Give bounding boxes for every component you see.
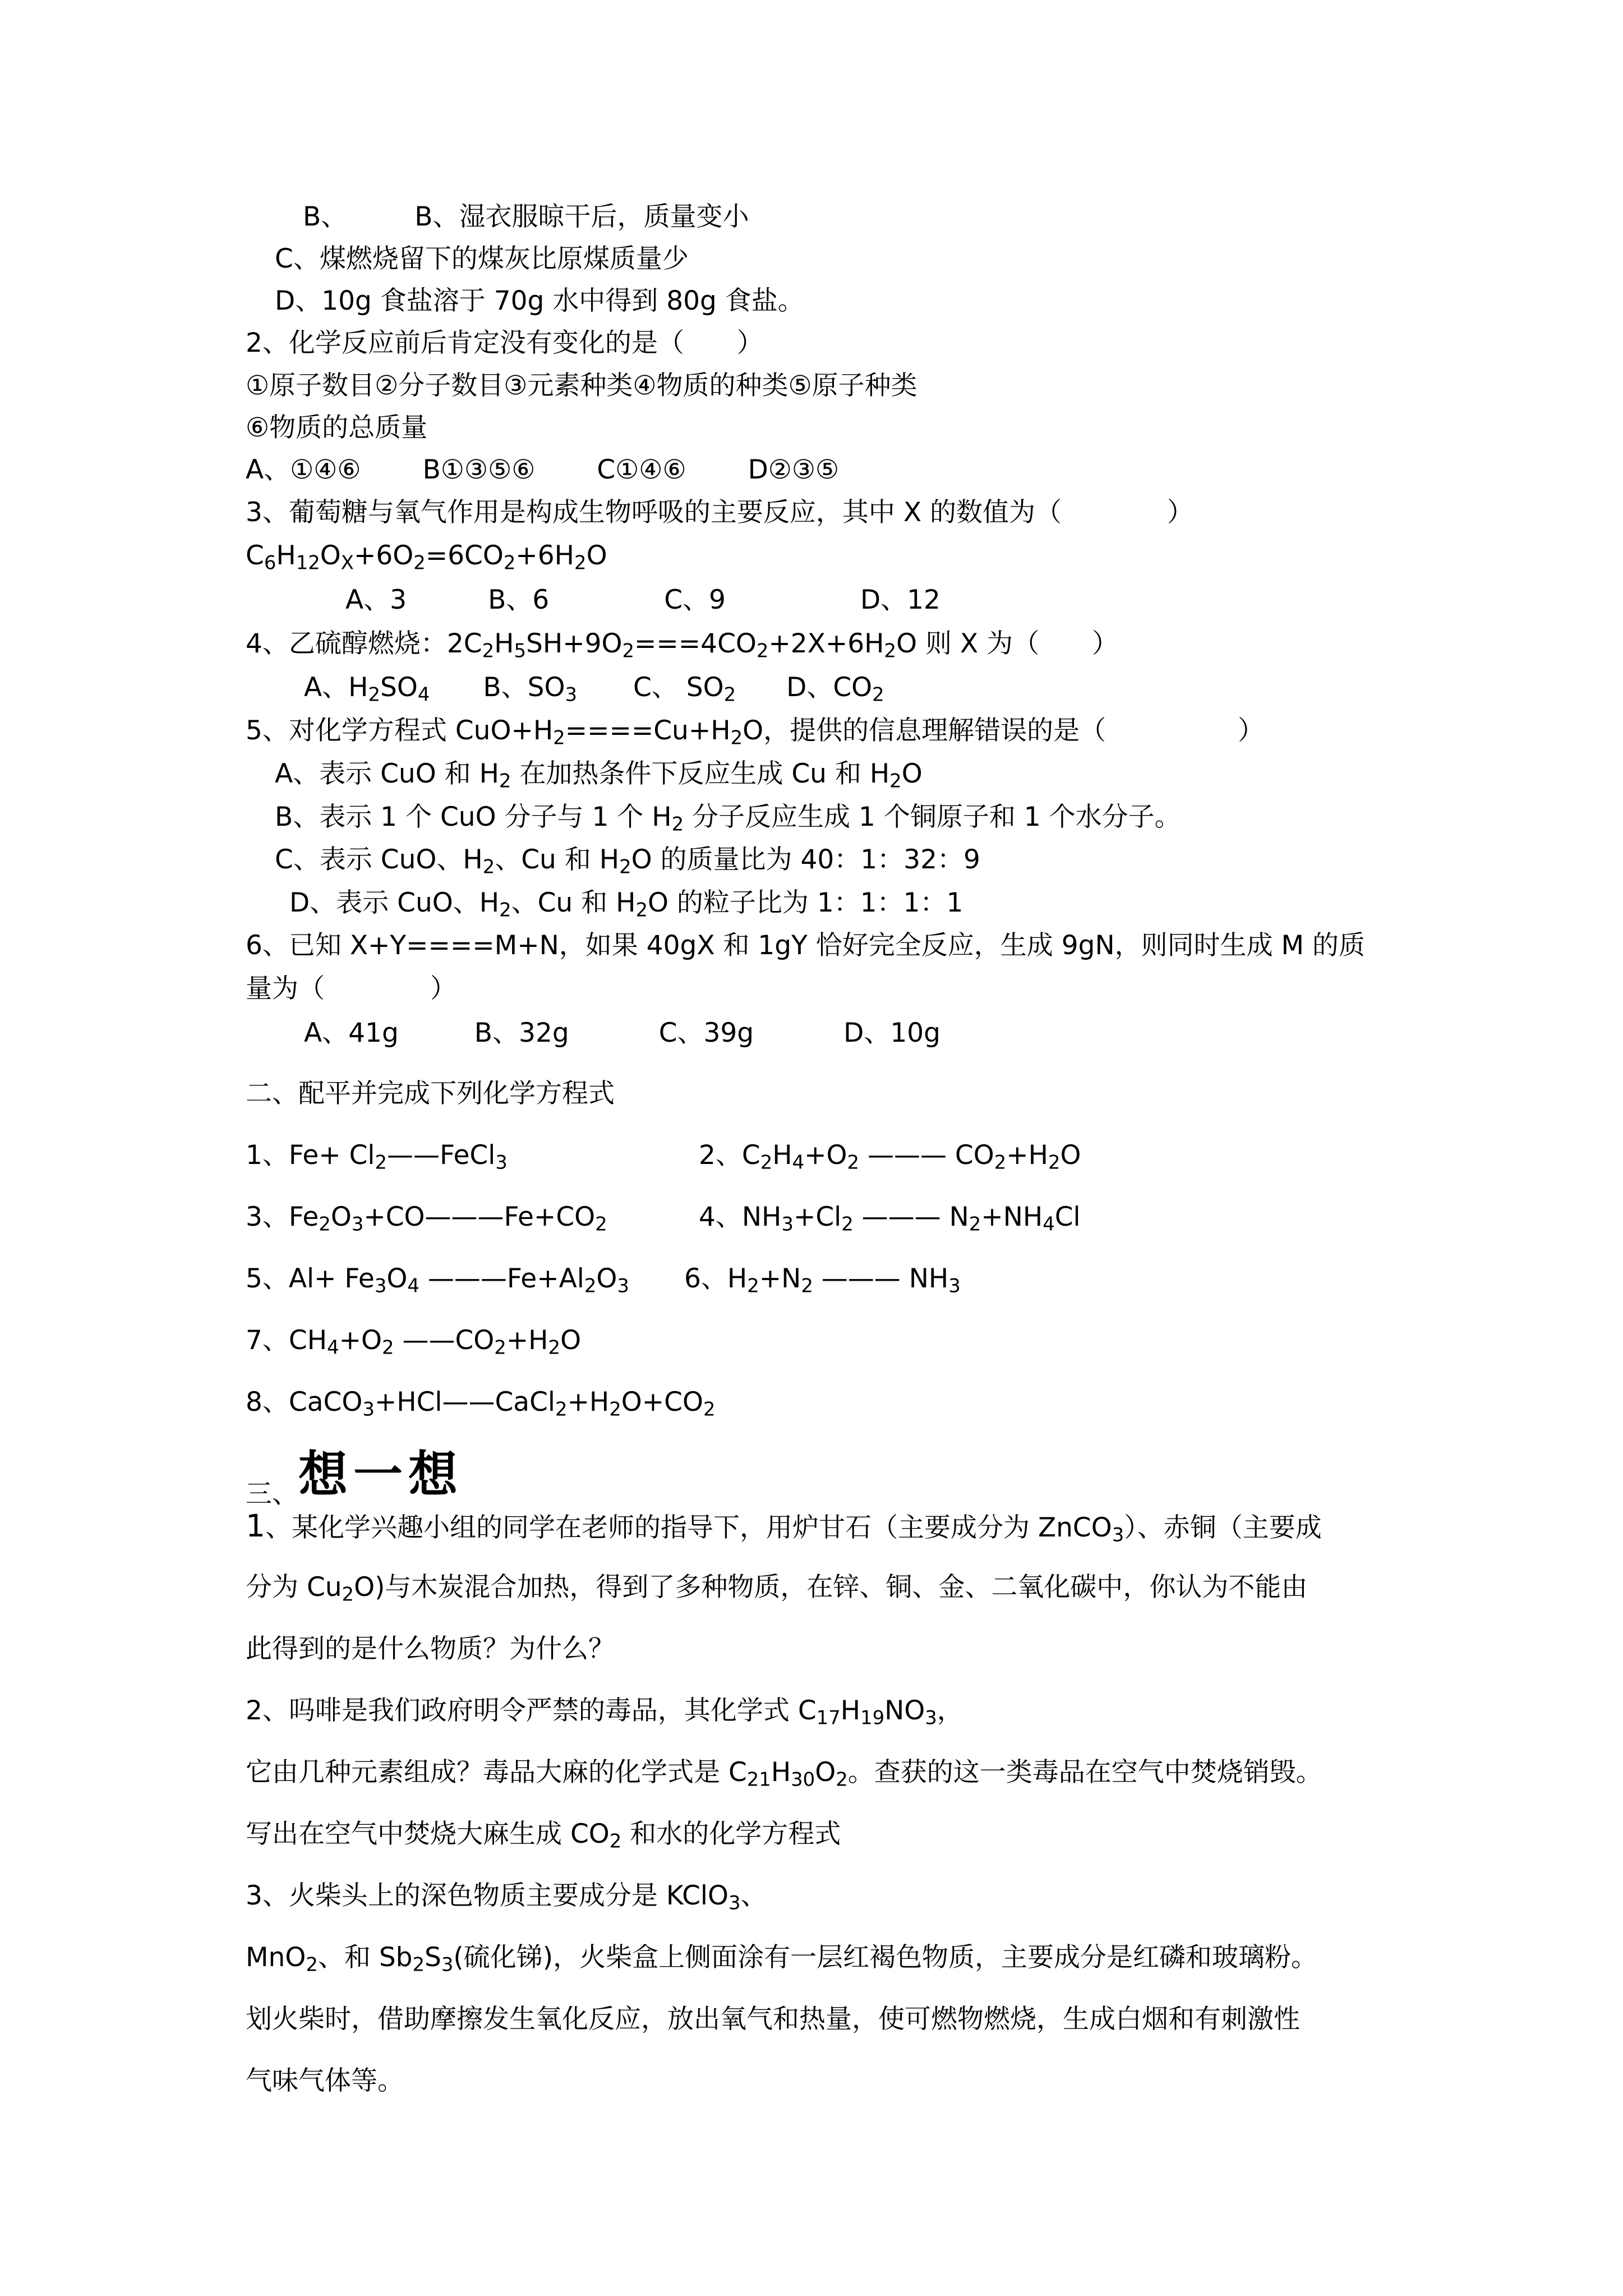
s3-q1-line2-text: 分为 Cu bbox=[246, 1572, 342, 1603]
q3-equation: $C_6H_{12}O_X+6O_2=6CO_2+6H_2O$ bbox=[246, 540, 607, 574]
q5-option-b: B、表示 1 个 CuO 分子与 1 个 $H_2$ 分子反应生成 1 个铜原子和 1 个水分子。 bbox=[275, 802, 1181, 835]
s3-q2-line2: 它由几种元素组成？毒品大麻的化学式是 $C_{21}H_{30}O_2$。查获的这一类毒品在空气中焚烧销毁。 bbox=[246, 1757, 1322, 1791]
q2-option-a: A、①④⑥ bbox=[246, 454, 361, 485]
q5-stem: 5、对化学方程式 $CuO+H_2====Cu+H_2O$，提供的信息理解错误的是（ ） bbox=[246, 715, 1265, 749]
q3-options bbox=[345, 583, 940, 617]
q5-stem-mid: ====Cu+H bbox=[565, 715, 731, 746]
q1-option-b bbox=[303, 200, 749, 234]
q6-option-d: D、10g bbox=[843, 1018, 940, 1048]
s3-q3-line2: MnO$_2$、和 $Sb_2S_3$(硫化锑)，火柴盒上侧面涂有一层红褐色物质，主要成分是红磷和玻璃粉。 bbox=[246, 1942, 1318, 1976]
s3-q2-line1: 2、吗啡是我们政府明令严禁的毒品，其化学式 $C_{17}H_{19}NO_3$， bbox=[246, 1695, 963, 1729]
s3-q2-line2-tail: 。查获的这一类毒品在空气中焚烧销毁。 bbox=[847, 1757, 1322, 1788]
q2-option-b: B①③⑤⑥ bbox=[422, 454, 536, 485]
q5-stem-post: O，提供的信息理解错误的是（ ） bbox=[743, 715, 1265, 746]
eq-5: 5、$Al+ Fe_3O_4$ $———Fe+Al_2O_3$ bbox=[246, 1263, 629, 1297]
s3-q3-line2-tail: (硫化锑)，火柴盒上侧面涂有一层红褐色物质，主要成分是红磷和玻璃粉。 bbox=[453, 1942, 1318, 1973]
q6-options bbox=[304, 1016, 940, 1050]
s3-q2-line3-tail: 和水的化学方程式 bbox=[621, 1819, 841, 1849]
s3-q2-line3: 写出在空气中焚烧大麻生成 $CO_2$ 和水的化学方程式 bbox=[246, 1819, 841, 1852]
s3-q3-line4: 气味气体等。 bbox=[246, 2065, 404, 2096]
q2-stem: 2、化学反应前后肯定没有变化的是（ ） bbox=[246, 328, 763, 358]
s3-q3-line1-text: 3、火柴头上的深色物质主要成分是 KClO bbox=[246, 1880, 728, 1911]
option-b-prefix: B、 bbox=[303, 201, 348, 232]
eq-3: 3、$Fe_2O_3+CO———Fe+CO_2$ bbox=[246, 1202, 607, 1235]
q5-option-b-pre: B、表示 1 个 CuO 分子与 1 个 H bbox=[275, 802, 672, 832]
q4-stem-pre: 4、乙硫醇燃烧：2C bbox=[246, 628, 482, 659]
q4-stem-post: O 则 X 为（ ） bbox=[896, 628, 1119, 659]
s3-q2-line1-text: 2、吗啡是我们政府明令严禁的毒品，其化学式 C bbox=[246, 1695, 817, 1726]
s3-q1-line1: 1、某化学兴趣小组的同学在老师的指导下，用炉甘石（主要成分为 ZnCO$_3$）、赤铜（主要成 bbox=[246, 1508, 1322, 1546]
q1-option-c: C、煤燃烧留下的煤灰比原煤质量少 bbox=[275, 243, 689, 274]
q2-option-c: C①④⑥ bbox=[597, 454, 686, 485]
q2-options bbox=[246, 453, 839, 487]
eq-6: 6、$H_2+N_2$ ——— $NH_3$ bbox=[684, 1263, 961, 1297]
eq-1: 1、$Fe+ Cl_2——FeCl_3$ bbox=[246, 1140, 508, 1174]
s3-q3-line3: 划火柴时，借助摩擦发生氧化反应，放出氧气和热量，使可燃物燃烧，生成白烟和有刺激性 bbox=[246, 2004, 1300, 2035]
s3-q2-line2-text: 它由几种元素组成？毒品大麻的化学式是 C bbox=[246, 1757, 747, 1788]
q5-option-d-ratio: O 的粒子比为 1：1：1：1 bbox=[647, 887, 963, 918]
q6-option-a: A、41g bbox=[304, 1018, 399, 1048]
q4-options: A、$H_2SO_4$ B、$SO_3$ C、 $SO_2$ D、$CO_2$ bbox=[304, 672, 884, 706]
s3-q1-line1-text: 、某化学兴趣小组的同学在老师的指导下，用炉甘石（主要成分为 ZnCO bbox=[265, 1512, 1112, 1543]
q2-option-d: D②③⑤ bbox=[748, 454, 840, 485]
eq-2: 2、$C_2H_4+O_2$ ——— $CO_2+H_2O$ bbox=[699, 1140, 1081, 1174]
q6-option-c: C、39g bbox=[658, 1018, 754, 1048]
q5-option-b-post: 分子反应生成 1 个铜原子和 1 个水分子。 bbox=[684, 802, 1181, 832]
q4-stem: 4、乙硫醇燃烧：$2C_2H_5SH+9O_2===4CO_2+2X+6H_2O$ 则 X 为（ ） bbox=[246, 628, 1119, 662]
s3-q3-line1: 3、火柴头上的深色物质主要成分是 KClO$_3$、 bbox=[246, 1880, 767, 1914]
q3-option-c: C、9 bbox=[664, 585, 726, 615]
eq-4: 4、$NH_3+Cl_2$ ——— $N_2+NH_4Cl$ bbox=[699, 1202, 1081, 1235]
section-3-title: 想一想 bbox=[298, 1445, 464, 1503]
q3-option-b: B、6 bbox=[488, 585, 550, 615]
section-3-number: 三、 bbox=[246, 1479, 298, 1510]
q2-items-2: ⑥物质的总质量 bbox=[246, 412, 428, 443]
q6-stem-2: 量为（ ） bbox=[246, 973, 457, 1004]
q5-stem-pre: 5、对化学方程式 CuO+H bbox=[246, 715, 554, 746]
section-3-heading bbox=[246, 1446, 463, 1511]
q2-items-1: ①原子数目②分子数目③元素种类④物质的种类⑤原子种类 bbox=[246, 370, 917, 401]
s3-q2-line3-text: 写出在空气中焚烧大麻生成 CO bbox=[246, 1819, 610, 1849]
q3-stem: 3、葡萄糖与氧气作用是构成生物呼吸的主要反应，其中 X 的数值为（ ） bbox=[246, 497, 1193, 528]
eq-8: 8、$CaCO_3+HCl——CaCl_2+H_2O+CO_2$ bbox=[246, 1387, 716, 1420]
s3-q1-line2: 分为 $Cu_2O$)与木炭混合加热，得到了多种物质，在锌、铜、金、二氧化碳中，你认为不能由 bbox=[246, 1572, 1308, 1605]
q5-option-a: A、表示 CuO 和 $H_2$ 在加热条件下反应生成 Cu 和 $H_2O$ bbox=[275, 758, 923, 792]
section-2-title: 二、配平并完成下列化学方程式 bbox=[246, 1078, 615, 1109]
s3-q1-line3: 此得到的是什么物质？为什么？ bbox=[246, 1634, 615, 1664]
q6-stem: 6、已知 X+Y====M+N，如果 40gX 和 1gY 恰好完全反应，生成 9gN，则同时生成 M 的质 bbox=[246, 930, 1366, 961]
s3-q1-line2-tail: O)与木炭混合加热，得到了多种物质，在锌、铜、金、二氧化碳中，你认为不能由 bbox=[354, 1572, 1308, 1603]
q3-option-d: D、12 bbox=[860, 585, 940, 615]
eq-7: 7、$CH_4+O_2$ $——CO_2+H_2O$ bbox=[246, 1325, 582, 1359]
q3-option-a: A、3 bbox=[345, 585, 407, 615]
q6-option-b: B、32g bbox=[474, 1018, 569, 1048]
q5-option-c-ratio: O 的质量比为 40：1：32：9 bbox=[631, 844, 980, 875]
option-b-text: B、湿衣服晾干后，质量变小 bbox=[414, 201, 749, 232]
s3-q1-line1-tail: ）、赤铜（主要成 bbox=[1124, 1512, 1322, 1543]
q1-option-d: D、10g 食盐溶于 70g 水中得到 80g 食盐。 bbox=[275, 286, 804, 316]
q5-option-d: D、表示 CuO、$H_2$、Cu 和 $H_2O$ 的粒子比为 1：1：1：1 bbox=[289, 887, 963, 921]
q5-option-c: C、表示 CuO、$H_2$、Cu 和 $H_2O$ 的质量比为 40：1：32：9 bbox=[275, 844, 980, 878]
